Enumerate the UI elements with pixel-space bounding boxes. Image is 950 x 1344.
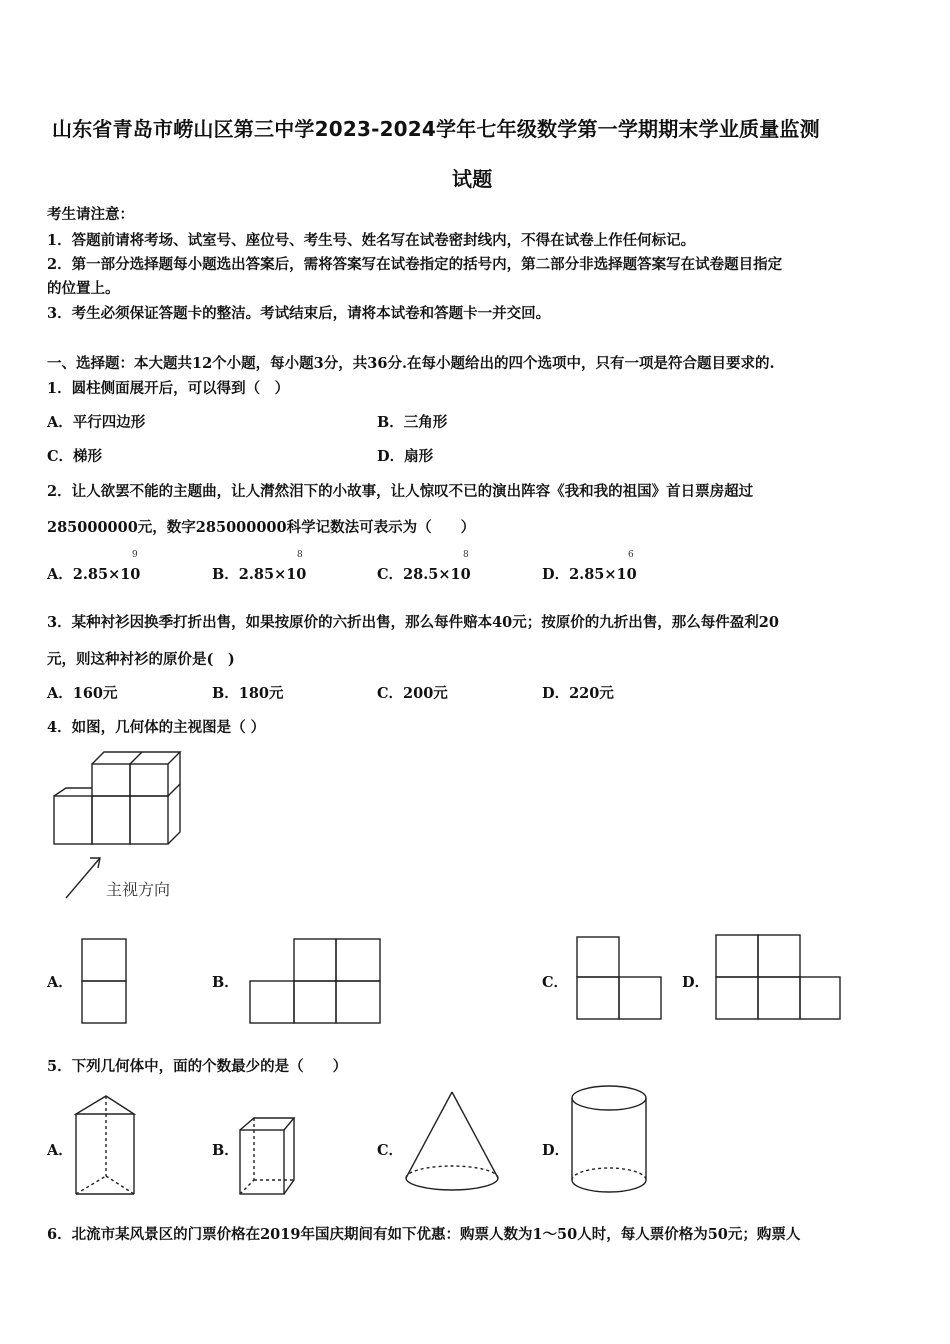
q2-option-b-exponent: 8 [297,550,303,560]
q2-option-a-exponent: 9 [132,550,138,560]
q1-option-b[interactable]: B．三角形 [377,414,448,431]
q5-option-b-rectangular-prism[interactable] [236,1114,300,1198]
q3-stem-line2: 元，则这种衬衫的原价是( ) [47,651,235,668]
q4-option-d-label[interactable]: D． [682,974,710,991]
q2-option-a[interactable]: A．2.85×10 [47,566,141,583]
arrow-icon [62,852,112,902]
q4-option-b-label[interactable]: B． [212,974,239,991]
q4-option-b-figure[interactable] [248,937,388,1027]
q4-figure-caption: 主视方向 [106,880,171,899]
q3-option-b[interactable]: B．180元 [212,685,284,702]
q5-option-d-label[interactable]: D． [542,1142,570,1159]
q4-stem: 4．如图，几何体的主视图是（ ） [47,719,266,736]
q3-option-a[interactable]: A．160元 [47,685,118,702]
q2-option-c[interactable]: C．28.5×10 [377,566,471,583]
q5-option-a-label[interactable]: A． [47,1142,73,1159]
q2-option-d-exponent: 6 [628,550,634,560]
q1-option-a[interactable]: A．平行四边形 [47,414,146,431]
notice-heading: 考生请注意： [47,206,134,223]
q1-option-c[interactable]: C．梯形 [47,448,103,465]
q2-stem-line1: 2．让人欲罢不能的主题曲，让人潸然泪下的小故事，让人惊叹不已的演出阵容《我和我的祖国》首日票房超过 [47,483,754,500]
q5-option-d-cylinder[interactable] [568,1084,652,1200]
q5-option-a-triangular-prism[interactable] [72,1094,138,1198]
q5-option-c-label[interactable]: C． [377,1142,404,1159]
q1-stem: 1．圆柱侧面展开后，可以得到（ ） [47,380,290,397]
q3-option-c[interactable]: C．200元 [377,685,448,702]
notice-item-1: 1．答题前请将考场、试室号、座位号、考生号、姓名写在试卷密封线内，不得在试卷上作任何标记。 [47,232,696,249]
q4-option-a-figure[interactable] [80,937,130,1027]
q5-option-c-cone[interactable] [402,1090,502,1196]
page-title-line2: 试题 [452,167,493,191]
page-title: 山东省青岛市崂山区第三中学2023-2024学年七年级数学第一学期期末学业质量监测 [52,117,820,141]
q5-option-b-label[interactable]: B． [212,1142,239,1159]
notice-item-3: 3．考生必须保证答题卡的整洁。考试结束后，请将本试卷和答题卡一并交回。 [47,305,551,322]
notice-item-2: 2．第一部分选择题每小题选出答案后，需将答案写在试卷指定的括号内，第二部分非选择题答案写在试卷题目指定 [47,256,783,273]
q5-stem: 5．下列几何体中，面的个数最少的是（ ） [47,1058,348,1075]
q2-option-b[interactable]: B．2.85×10 [212,566,307,583]
q6-stem: 6．北流市某风景区的门票价格在2019年国庆期间有如下优惠：购票人数为1～50人时，每人票价格为50元；购票人 [47,1226,801,1243]
q4-option-d-figure[interactable] [714,933,844,1023]
q3-option-d[interactable]: D．220元 [542,685,614,702]
q4-option-c-label[interactable]: C． [542,974,569,991]
notice-item-2-cont: 的位置上。 [47,280,120,297]
q1-option-d[interactable]: D．扇形 [377,448,434,465]
section-heading: 一、选择题：本大题共12个小题，每小题3分，共36分.在每小题给出的四个选项中，只有一项是符合题目要求的. [47,355,775,372]
q2-option-c-exponent: 8 [463,550,469,560]
q4-option-a-label[interactable]: A． [47,974,73,991]
q2-option-d[interactable]: D．2.85×10 [542,566,637,583]
q2-stem-line2: 285000000元，数字285000000科学记数法可表示为（ ） [47,519,476,536]
q4-option-c-figure[interactable] [575,935,665,1025]
q3-stem-line1: 3．某种衬衫因换季打折出售，如果按原价的六折出售，那么每件赔本40元；按原价的九折出售，那么每件盈利20 [47,614,779,631]
